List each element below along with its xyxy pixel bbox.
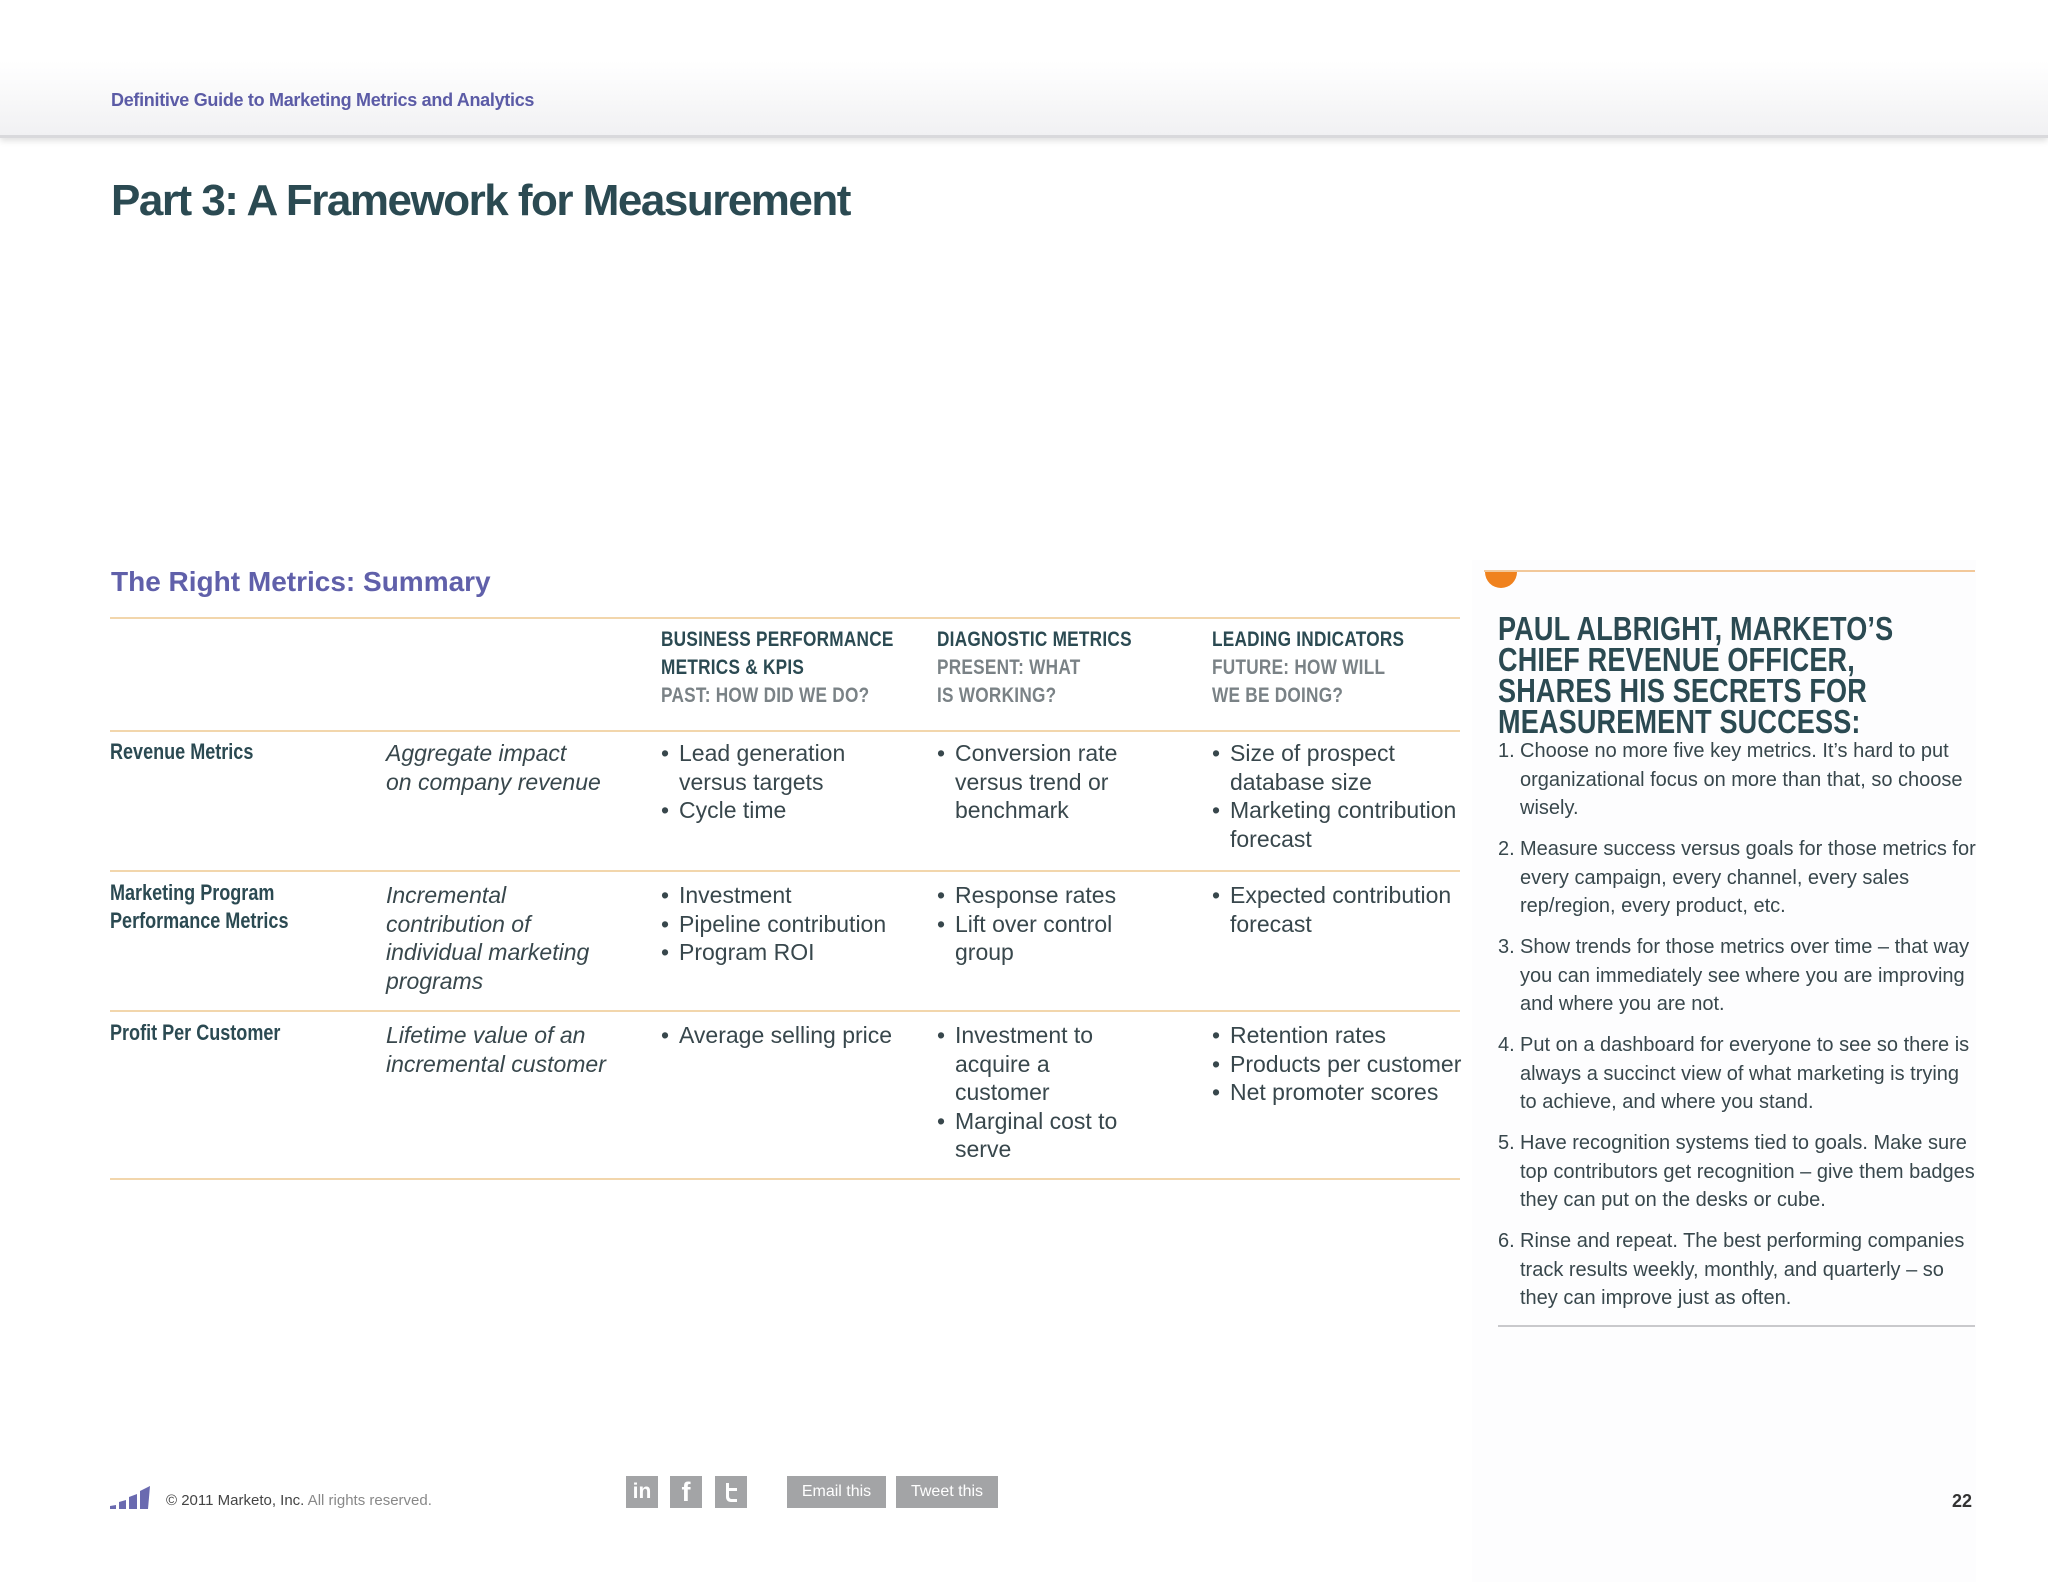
business-metrics-list [661,739,901,825]
list-item: • Net promoter scores [1212,1078,1472,1107]
copyright-rest: All rights reserved. [304,1492,432,1509]
tip-item [1498,1031,1978,1117]
tip-item [1498,737,1978,823]
list-item: • Products per customer [1212,1050,1472,1079]
description-line: Aggregate impact [386,740,567,766]
row-description [386,1021,626,1078]
sidebar-heading: PAUL ALBRIGHT, MARKETO’S CHIEF REVENUE OFFICER, SHARES HIS SECRETS FOR MEASUREMENT SUCCESS: [1498,610,1894,740]
row-label-line: Performance Metrics [110,908,289,933]
list-item: • Lead generation versus targets [661,739,901,796]
description-line: programs [386,967,484,994]
row-description [386,739,626,796]
linkedin-icon: in [632,1480,652,1503]
table-rule [110,617,1460,619]
header-band [0,0,2048,138]
list-item: • Cycle time [661,796,901,825]
marketo-logo-icon [110,1486,150,1512]
tip-text: Rinse and repeat. The best performing companies track results weekly, monthly, and quarterly – so they can improve just as often. [1520,1230,1965,1309]
tip-number: 4. [1498,1034,1515,1056]
list-item: • Expected contribution forecast [1212,881,1472,938]
column-header-line: LEADING INDICATORS [1212,628,1405,651]
sidebar-bottom-rule [1498,1325,1975,1327]
tweet-this-button[interactable]: Tweet this [896,1476,998,1508]
column-header-line: DIAGNOSTIC METRICS [937,628,1132,651]
facebook-icon: f [681,1476,691,1507]
page-number: 22 [1952,1491,1973,1511]
copyright [166,1492,432,1509]
facebook-share-button[interactable] [670,1476,702,1508]
row-label-line: Marketing Program [110,880,275,905]
column-header-line: FUTURE: HOW WILL [1212,656,1386,679]
business-metrics-list [661,881,931,967]
email-this-button[interactable]: Email this [787,1476,886,1508]
description-line: Lifetime value of an [386,1022,586,1048]
tip-item [1498,1129,1978,1215]
diagnostic-metrics-list [937,1021,1147,1164]
linkedin-share-button[interactable] [626,1476,658,1508]
column-header-line: PAST: HOW DID WE DO? [661,684,870,707]
tip-number: 2. [1498,838,1515,860]
twitter-share-button[interactable] [715,1476,747,1508]
list-item: • Average selling price [661,1021,931,1050]
list-item: • Size of prospect database size [1212,739,1472,796]
diagnostic-metrics-list [937,739,1167,825]
tip-text: Choose no more five key metrics. It’s hard to put organizational focus on more than that, so choose wisely. [1520,740,1963,819]
row-label-line: Revenue Metrics [110,739,254,764]
column-header-line: IS WORKING? [937,684,1057,707]
description-line: individual marketing [386,939,590,965]
leading-indicators-list [1212,1021,1472,1107]
tip-item [1498,1227,1978,1313]
description-line: Incremental [386,882,507,908]
tip-text: Measure success versus goals for those metrics for every campaign, every channel, every sales rep/region, every product, etc. [1520,838,1976,917]
list-item: • Response rates [937,881,1167,910]
row-label-revenue [110,738,253,766]
leading-indicators-list [1212,739,1472,853]
leading-indicators-list [1212,881,1472,938]
tip-text: Show trends for those metrics over time – that way you can immediately see where you are improving and where you are not. [1520,936,1970,1015]
list-item: • Marginal cost to serve [937,1107,1147,1164]
column-header-line: METRICS & KPIS [661,656,805,679]
tip-text: Put on a dashboard for everyone to see so there is always a succinct view of what marketing is trying to achieve, and where you stand. [1520,1034,1970,1113]
table-rule [110,870,1460,872]
list-item: • Program ROI [661,938,931,967]
table-rule [110,1178,1460,1180]
tip-number: 1. [1498,740,1515,762]
row-label-marketing-program [110,879,288,935]
sidebar-top-rule [1484,570,1975,572]
business-metrics-list [661,1021,931,1050]
list-item: • Pipeline contribution [661,910,931,939]
diagnostic-metrics-list [937,881,1167,967]
copyright-main: © 2011 Marketo, Inc. [166,1492,305,1509]
tip-number: 6. [1498,1230,1515,1252]
list-item: • Conversion rate versus trend or benchmark [937,739,1167,825]
description-line: incremental customer [386,1050,606,1077]
list-item: • Investment to acquire a customer [937,1021,1147,1107]
row-label-line: Profit Per Customer [110,1020,281,1045]
description-line: contribution of [386,910,531,937]
list-item: • Lift over control group [937,910,1167,967]
section-title: The Right Metrics: Summary [111,566,491,597]
column-header-leading [1212,626,1404,710]
tips-list [1498,737,1978,1325]
page-title: Part 3: A Framework for Measurement [111,176,850,225]
list-item: • Retention rates [1212,1021,1472,1050]
column-header-line: BUSINESS PERFORMANCE [661,628,894,651]
list-item: • Marketing contribution forecast [1212,796,1472,853]
column-header-line: PRESENT: WHAT [937,656,1081,679]
row-description [386,881,626,995]
column-header-diagnostic [937,626,1132,710]
tip-item [1498,835,1978,921]
twitter-icon [720,1481,742,1503]
tip-text: Have recognition systems tied to goals. Make sure top contributors get recognition – give them badges they can put on the desks or cube. [1520,1132,1975,1211]
column-header-line: WE BE DOING? [1212,684,1344,707]
tip-number: 5. [1498,1132,1515,1154]
guide-title: Definitive Guide to Marketing Metrics and Analytics [111,90,535,110]
table-rule [110,1010,1460,1012]
column-header-business [661,626,894,710]
row-label-profit-per-customer [110,1019,280,1047]
tip-item [1498,933,1978,1019]
table-rule [110,730,1460,732]
description-line: on company revenue [386,768,601,795]
tip-number: 3. [1498,936,1515,958]
list-item: • Investment [661,881,931,910]
